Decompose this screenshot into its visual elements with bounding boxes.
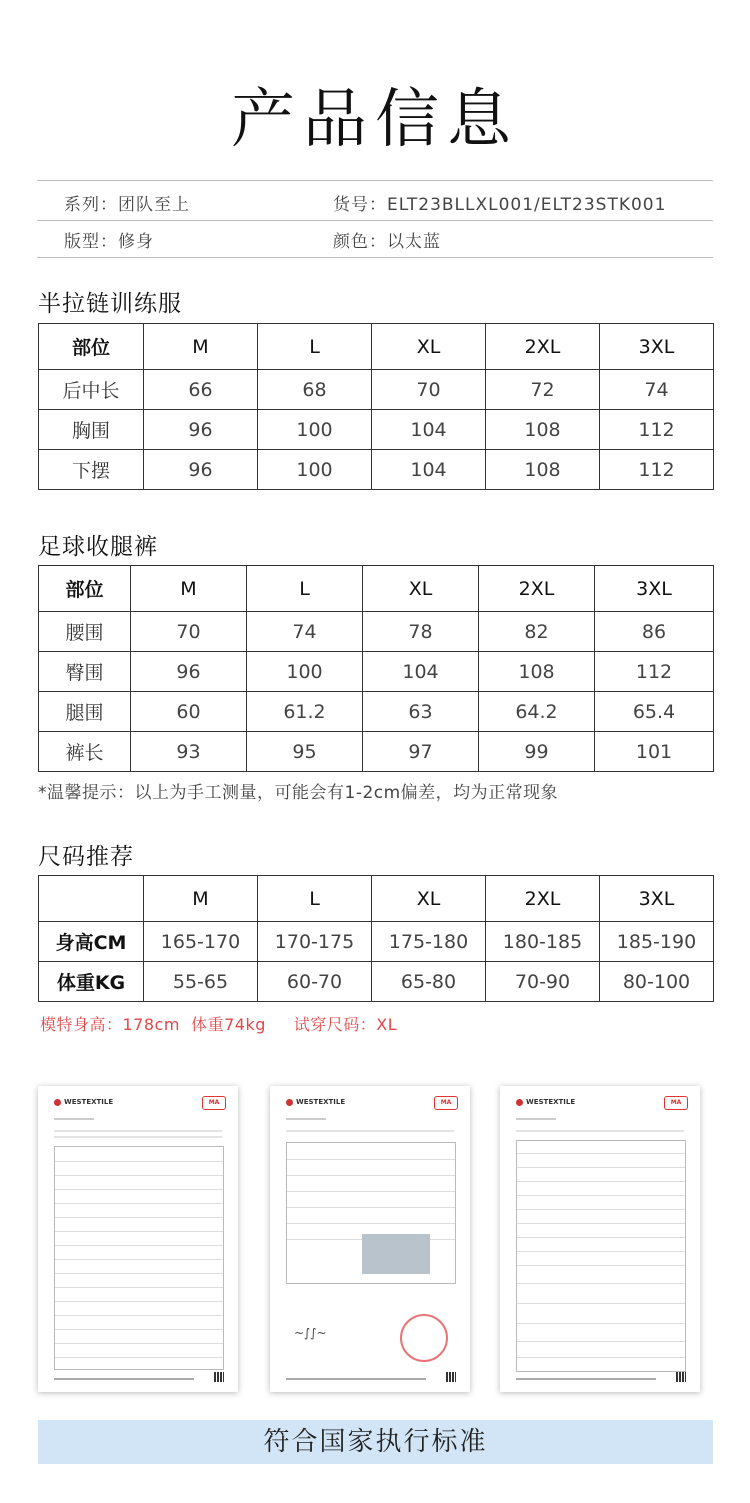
header-cell: 3XL [595,566,714,612]
qr-code-icon [214,1372,224,1382]
table-cell: 82 [479,612,595,652]
series-info: 系列：团队至上 [64,195,190,215]
table-row [39,922,714,962]
westextile-logo: WESTEXTILE [516,1098,575,1106]
table-cell: 70 [131,612,247,652]
header-cell: 2XL [486,876,600,922]
table-cell: 101 [595,732,714,772]
table-cell: 104 [372,450,486,490]
header-cell: XL [372,876,486,922]
table-cell: 61.2 [247,692,363,732]
info-bottom-divider [37,257,713,258]
westextile-logo: WESTEXTILE [54,1098,113,1106]
header-cell: M [144,876,258,922]
header-cell: L [258,876,372,922]
info-middle-divider [37,220,713,221]
page-title: 产品信息 [231,83,519,157]
row-label: 身高CM [39,922,144,962]
test-report-image-3 [500,1086,700,1392]
header-cell: L [247,566,363,612]
table-cell: 100 [258,450,372,490]
header-cell: XL [372,324,486,370]
item-number-info: 货号：ELT23BLLXL001/ELT23STK001 [333,195,667,215]
color-info: 颜色：以太蓝 [333,232,441,252]
table-cell: 72 [486,370,600,410]
header-cell: M [131,566,247,612]
header-cell [39,876,144,922]
table-cell: 165-170 [144,922,258,962]
header-cell: 3XL [600,324,714,370]
size-rec-section-title: 尺码推荐 [38,844,134,870]
row-label: 腿围 [39,692,131,732]
size-rec-table [38,875,714,1002]
table-cell: 80-100 [600,962,714,1002]
table-cell: 65.4 [595,692,714,732]
header-cell: 2XL [479,566,595,612]
table-cell: 78 [363,612,479,652]
table-cell: 185-190 [600,922,714,962]
table-cell: 65-80 [372,962,486,1002]
table-cell: 74 [600,370,714,410]
table-cell: 66 [144,370,258,410]
table-cell: 99 [479,732,595,772]
table-cell: 112 [600,450,714,490]
table-cell: 60-70 [258,962,372,1002]
header-cell: 3XL [600,876,714,922]
header-cell: M [144,324,258,370]
measurement-note: *温馨提示：以上为手工测量，可能会有1-2cm偏差，均为正常现象 [38,783,559,803]
test-report-image-2 [270,1086,470,1392]
header-cell: 2XL [486,324,600,370]
table-cell: 60 [131,692,247,732]
row-label: 裤长 [39,732,131,772]
table-cell: 108 [486,410,600,450]
jacket-section-title: 半拉链训练服 [38,291,182,317]
table-cell: 70-90 [486,962,600,1002]
table-header-row [39,324,714,370]
table-cell: 108 [479,652,595,692]
table-row [39,652,714,692]
table-cell: 180-185 [486,922,600,962]
table-cell: 97 [363,732,479,772]
fit-info: 版型：修身 [64,232,154,252]
header-cell: XL [363,566,479,612]
signature-image: ~⁠∫∫~ [294,1326,327,1340]
table-cell: 70 [372,370,486,410]
info-top-divider [37,180,713,181]
table-cell: 108 [486,450,600,490]
table-cell: 175-180 [372,922,486,962]
table-row [39,732,714,772]
table-cell: 96 [144,450,258,490]
table-cell: 112 [595,652,714,692]
table-cell: 74 [247,612,363,652]
table-cell: 95 [247,732,363,772]
qr-code-icon [676,1372,686,1382]
table-cell: 64.2 [479,692,595,732]
header-cell: L [258,324,372,370]
table-cell: 100 [258,410,372,450]
table-cell: 104 [372,410,486,450]
westextile-logo: WESTEXTILE [286,1098,345,1106]
row-label: 下摆 [39,450,144,490]
table-cell: 170-175 [258,922,372,962]
row-label: 腰围 [39,612,131,652]
test-report-image-1 [38,1086,238,1392]
row-label: 体重KG [39,962,144,1002]
pants-section-title: 足球收腿裤 [38,534,158,560]
table-cell: 93 [131,732,247,772]
table-header-row [39,566,714,612]
table-row [39,962,714,1002]
table-cell: 55-65 [144,962,258,1002]
table-row [39,410,714,450]
standard-compliance-banner: 符合国家执行标准 [38,1420,713,1464]
row-label: 后中长 [39,370,144,410]
table-cell: 104 [363,652,479,692]
table-cell: 63 [363,692,479,732]
table-row [39,370,714,410]
table-row [39,450,714,490]
table-cell: 96 [131,652,247,692]
header-cell: 部位 [39,324,144,370]
qr-code-icon [446,1372,456,1382]
table-cell: 112 [600,410,714,450]
table-row [39,612,714,652]
row-label: 臀围 [39,652,131,692]
seal-stamp-icon [400,1314,448,1362]
table-cell: 96 [144,410,258,450]
row-label: 胸围 [39,410,144,450]
cma-mark-icon: MA [664,1096,688,1110]
table-cell: 68 [258,370,372,410]
model-info: 模特身高：178cm 体重74kg 试穿尺码：XL [40,1015,398,1034]
table-cell: 86 [595,612,714,652]
cma-mark-icon: MA [202,1096,226,1110]
jacket-size-table [38,323,714,490]
table-row [39,692,714,732]
table-cell: 100 [247,652,363,692]
fabric-sample-image [362,1234,430,1274]
header-cell: 部位 [39,566,131,612]
pants-size-table [38,565,714,772]
table-header-row [39,876,714,922]
cma-mark-icon: MA [434,1096,458,1110]
